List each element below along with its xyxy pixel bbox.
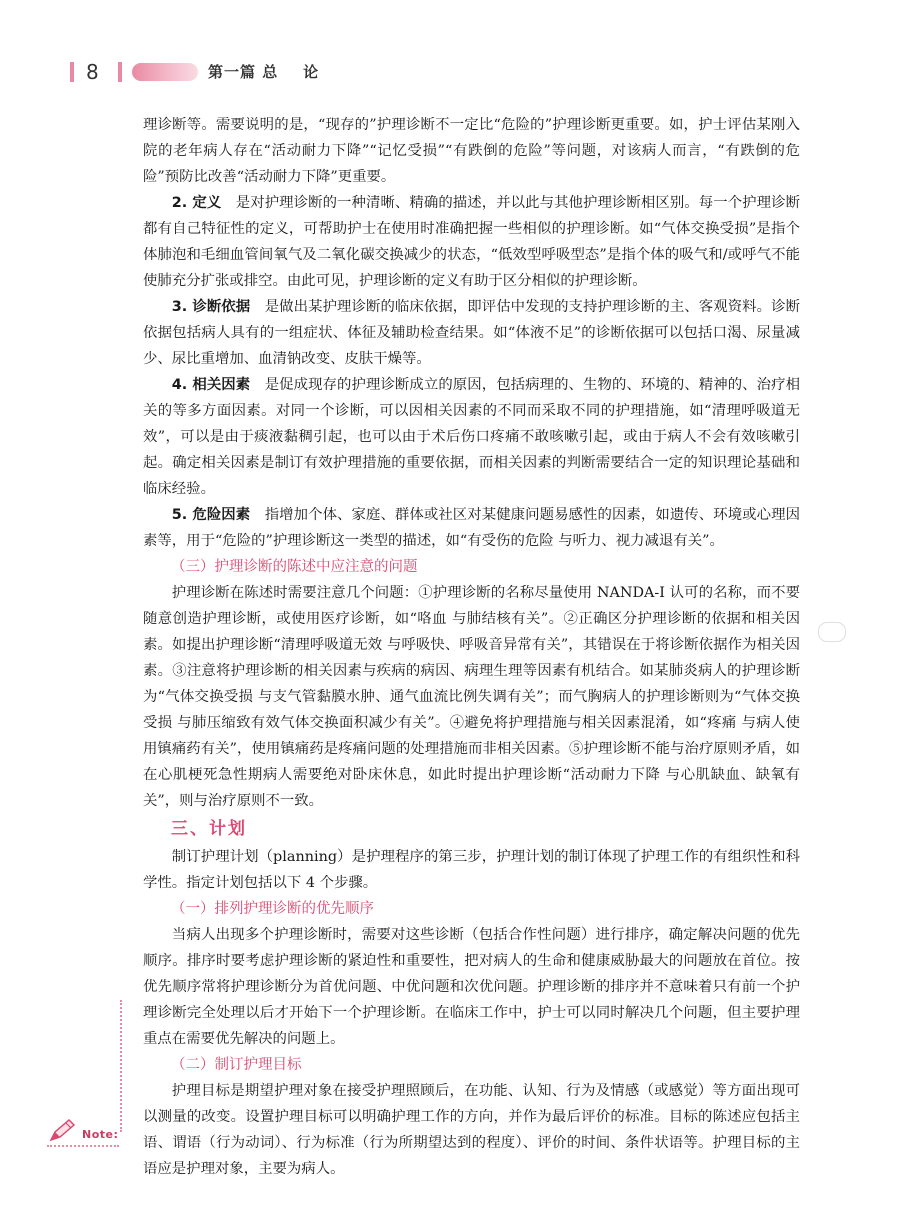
paragraph-planning-intro: 制订护理计划（planning）是护理程序的第三步，护理计划的制订体现了护理工作的有组织性和科学性。指定计划包括以下 4 个步骤。: [143, 849, 800, 891]
margin-dotted-line: [120, 1000, 122, 1132]
item-diagnostic-basis: [143, 294, 800, 372]
item-definition: [143, 190, 800, 294]
paragraph-goals: 护理目标是期望护理对象在接受护理照顾后，在功能、认知、行为及情感（或感觉）等方面出现可以测量的改变。设置护理目标可以明确护理工作的方向，并作为最后评价的标准。目标的陈述应包括主语、谓语（行为动词）、行为标准（行为所期望达到的程度）、评价的时间、条件状语等。护理目标的主语应是护理对象，主要为病人。: [143, 1083, 800, 1177]
item-definition-text: 是对护理诊断的一种清晰、精确的描述，并以此与其他护理诊断相区别。每一个护理诊断都有自己特征性的定义，可帮助护士在使用时准确把握一些相似的护理诊断。如“气体交换受损”是指个体肺泡和毛细血管间氧气及二氧化碳交换减少的状态，“低效型呼吸型态”是指个体的吸气和/或呼气不能使肺充分扩张或排空。由此可见，护理诊断的定义有助于区分相似的护理诊断。: [143, 195, 800, 289]
chapter-title: 第一篇 总 论: [208, 63, 320, 81]
page-header: [0, 60, 900, 86]
item-related-factors-text: 是促成现存的护理诊断成立的原因，包括病理的、生物的、环境的、精神的、治疗相关的等多方面因素。对同一个诊断，可以因相关因素的不同而采取不同的护理措施，如“清理呼吸道无效”，可以是由于痰液黏稠引起，也可以由于术后伤口疼痛不敢咳嗽引起，或由于病人不会有效咳嗽引起。确定相关因素是制订有效护理措施的重要依据，而相关因素的判断需要结合一定的知识理论基础和临床经验。: [143, 377, 800, 497]
item-definition-term: 2. 定义: [171, 195, 222, 211]
item-related-factors: [143, 372, 800, 502]
note-underline: [47, 1145, 119, 1147]
side-tab-marker: [818, 622, 846, 642]
subheading-goals: （二）制订护理目标: [171, 1057, 302, 1073]
item-diagnostic-basis-text: 是做出某护理诊断的临床依据，即评估中发现的支持护理诊断的主、客观资料。诊断依据包括病人具有的一组症状、体征及辅助检查结果。如“体液不足”的诊断依据可以包括口渴、尿量减少、尿比重增加、血清钠改变、皮肤干燥等。: [143, 299, 800, 367]
pencil-icon: [47, 1118, 77, 1144]
page-body: [143, 112, 800, 1182]
item-risk-factors: [143, 502, 800, 554]
page-number: 8: [86, 60, 99, 84]
header-pill-decoration: [132, 63, 198, 81]
paragraph-priority: 当病人出现多个护理诊断时，需要对这些诊断（包括合作性问题）进行排序，确定解决问题的优先顺序。排序时要考虑护理诊断的紧迫性和重要性，把对病人的生命和健康威胁最大的问题放在首位。按优先顺序常将护理诊断分为首优问题、中优问题和次优问题。护理诊断的排序并不意味着只有前一个护理诊断完全处理以后才开始下一个护理诊断。在临床工作中，护士可以同时解决几个问题，但主要护理重点在需要优先解决的问题上。: [143, 927, 800, 1047]
item-diagnostic-basis-term: 3. 诊断依据: [171, 299, 251, 315]
header-bar-left: [70, 62, 74, 82]
item-risk-factors-text: 指增加个体、家庭、群体或社区对某健康问题易感性的因素，如遗传、环境或心理因素等，用于“危险的”护理诊断这一类型的描述，如“有受伤的危险 与听力、视力减退有关”。: [143, 507, 800, 549]
section-heading-planning: 三、计划: [171, 819, 247, 839]
note-label: Note:: [82, 1128, 119, 1141]
subheading-priority: （一）排列护理诊断的优先顺序: [171, 901, 374, 917]
item-related-factors-term: 4. 相关因素: [171, 377, 251, 393]
item-risk-factors-term: 5. 危险因素: [171, 507, 251, 523]
paragraph-continuation: 理诊断等。需要说明的是，“现存的”护理诊断不一定比“危险的”护理诊断更重要。如，护士评估某刚入院的老年病人存在“活动耐力下降”“记忆受损”“有跌倒的危险”等问题，对该病人而言，“有跌倒的危险”预防比改善“活动耐力下降”更重要。: [143, 117, 800, 185]
subheading-statement-notes: （三）护理诊断的陈述中应注意的问题: [171, 559, 418, 575]
header-bar-right: [118, 62, 122, 82]
paragraph-statement-notes: 护理诊断在陈述时需要注意几个问题：①护理诊断的名称尽量使用 NANDA-I 认可的名称，而不要随意创造护理诊断，或使用医疗诊断，如“咯血 与肺结核有关”。②正确区分护理诊断的依据和相关因素。如提出护理诊断“清理呼吸道无效 与呼吸快、呼吸音异常有关”，其错误在于将诊断依据作为相关因素。③注意将护理诊断的相关因素与疾病的病因、病理生理等因素有机结合。如某肺炎病人的护理诊断为“气体交换受损 与支气管黏膜水肿、通气血流比例失调有关”；而气胸病人的护理诊断则为“气体交换受损 与肺压缩致有效气体交换面积减少有关”。④避免将护理措施与相关因素混淆，如“疼痛 与病人使用镇痛药有关”，使用镇痛药是疼痛问题的处理措施而非相关因素。⑤护理诊断不能与治疗原则矛盾，如在心肌梗死急性期病人需要绝对卧床休息，如此时提出护理诊断“活动耐力下降 与心肌缺血、缺氧有关”，则与治疗原则不一致。: [143, 585, 800, 809]
